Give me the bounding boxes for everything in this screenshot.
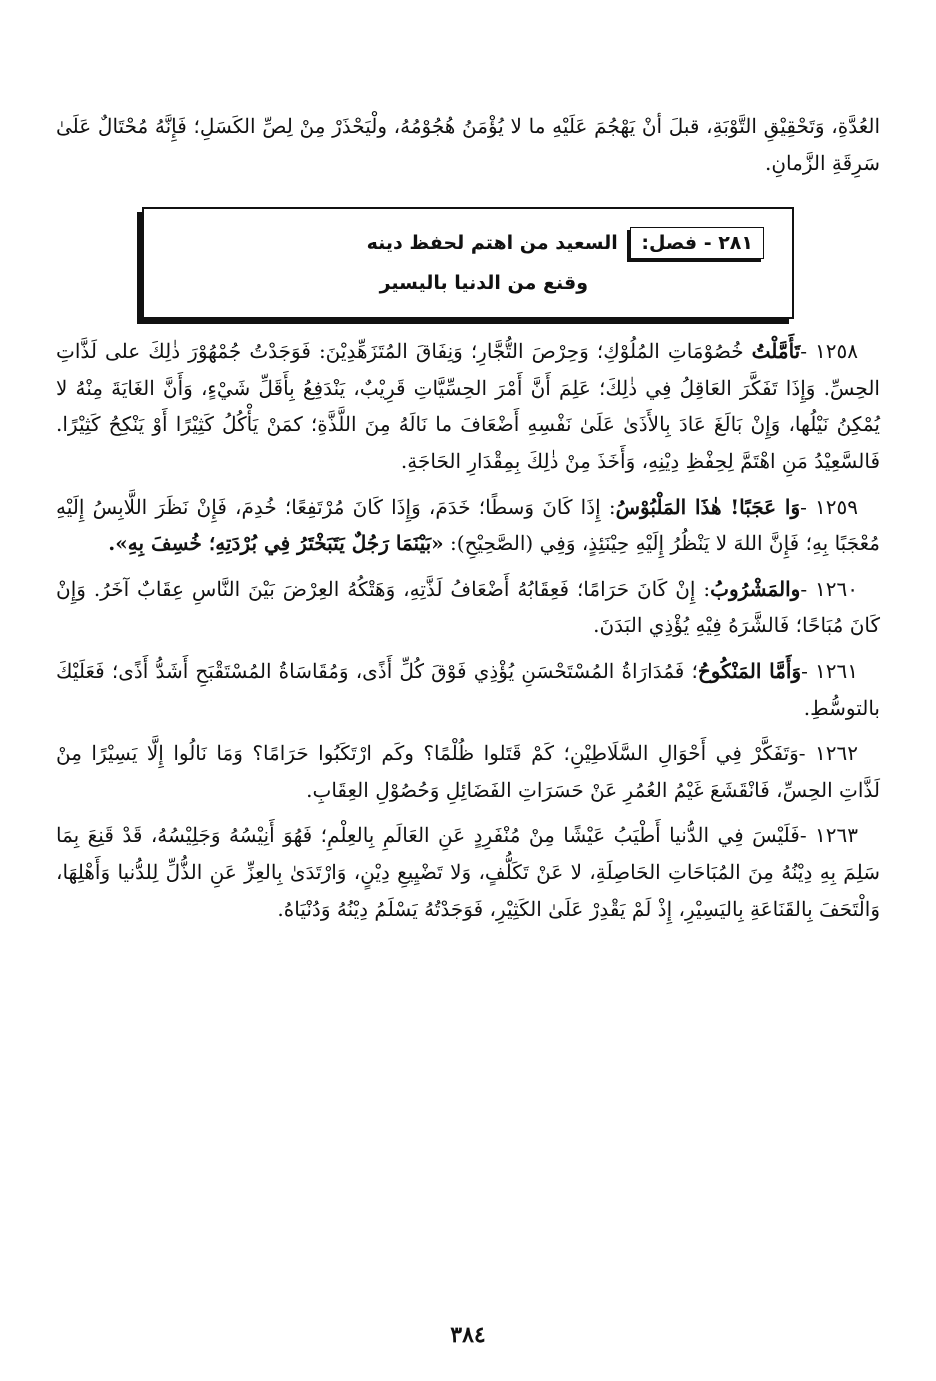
paragraph-text: فَلَيْسَ فِي الدُّنيا أَطْيَبُ عَيْشًا مِنْ مُنْفَرِدٍ عَنِ العَالَمِ بِالعِلْمِ؛ فَهُوَ أَنِيْسُهُ وَجَلِيْسُهُ، قَدْ قَنِعَ بِمَا سَلِمَ بِهِ دِيْنُهُ مِنَ المُبَاحَاتِ الحَاصِلَةِ، لا عَنْ تَكَلُّفٍ، وَلا تَضْيِيعِ دِيْنٍ، وَارْتَدَىٰ بِالعِزِّ عَنِ الذُّلِّ لِلدُّنيا وَأَهْلِهَا، وَالْتَحَفَ بِالقَنَاعَةِ بِاليَسِيْرِ، إِذْ لَمْ يَقْدِرْ عَلَىٰ الكَثِيْرِ، فَوَجَدْتُهُ يَسْلَمُ دِيْنُهُ وَدُنْيَاهُ.	[56, 823, 880, 921]
paragraph-text: وَتَفَكَّرْ فِي أَحْوَالِ السَّلَاطِيْنِ؛ كَمْ قَتَلوا ظُلْمًا؟ وكَم ارْتَكَبُوا حَرَامًا؟ وَمَا نَالُوا إِلَّا يَسِيْرًا مِنْ لَذَّاتِ الحِسِّ، فَانْقَشَعَ غَيْمُ العُمُرِ عَنْ حَسَرَاتِ الفَضَائِلِ وَحُصُوْلِ العِقَابِ.	[56, 741, 880, 802]
hadith-quote: «بَيْنَمَا رَجُلٌ يَتَبَخْتَرُ فِي بُرْدَتِهِ؛ خُسِفَ بِهِ».	[108, 531, 444, 556]
paragraph-text: خُصُوْمَاتِ المُلُوْكِ؛ وَحِرْصَ التُّجَّارِ؛ وَنِفَاقَ المُتَزَهِّدِيْنَ: فَوَجَدْتُ جُمْهُوْرَ ذٰلِكَ على لَذَّاتِ الحِسِّ. وَإِذَا تَفَكَّرَ العَاقِلُ فِي ذٰلِكَ؛ عَلِمَ أَنَّ أَمْرَ الحِسِّيَّاتِ قَرِيْبٌ، يَنْدَفِعُ بِأَقَلِّ شَيْءٍ، وَأَنَّ الغَايَةَ مِنْهُ لا يُمْكِنُ نَيْلُها، وَإِنْ بَالَغَ عَادَ بِالأَذَىٰ عَلَىٰ نَفْسِهِ أَضْعَافَ ما نَالَهُ مِنَ اللَّذَّةِ؛ كمَنْ يَأْكُلُ كَثِيْرًا أَوْ يَنْكِحُ كَثِيْرًا. فَالسَّعِيْدُ مَنِ اهْتَمَّ لِحِفْظِ دِيْنِهِ، وَأَخَذَ مِنْ ذٰلِكَ بِمِقْدَارِ الحَاجَةِ.	[56, 339, 880, 473]
paragraph-lead: وَأَمَّا المَنْكُوحُ	[697, 658, 802, 683]
page-body	[56, 108, 880, 927]
page-number: ٣٨٤	[450, 1322, 486, 1348]
section-heading	[172, 223, 764, 303]
paragraph-text: ؛ فَمُدَارَاةُ المُسْتَحْسَنِ يُؤْذِي فَوْقَ كُلِّ أَذًى، وَمُقَاسَاةُ المُسْتَقْبَحِ أَشَدُّ أَذًى؛ فَعَلَيْكَ بالتوسُّطِ.	[56, 658, 880, 720]
paragraph-lead: والمَشْرُوبُ	[710, 576, 801, 601]
paragraph-number: ١٢٦٢ -	[798, 741, 858, 766]
paragraph-1260	[56, 571, 880, 644]
paragraph-number: ١٢٥٨ -	[800, 339, 858, 364]
paragraph-number: ١٢٥٩ -	[800, 494, 858, 519]
paragraph-1261	[56, 653, 880, 726]
section-title-line2: وقنع من الدنيا باليسير	[379, 272, 588, 295]
intro-paragraph: العُدَّةِ، وَتَحْقِيْقِ التَّوْبَةِ، قبلَ أنْ يَهْجُمَ عَلَيْهِ ما لا يُؤْمَنُ هُجُوْمُهُ، ولْيَحْذَرْ مِنْ لِصِّ الكَسَلِ؛ فَإِنَّهُ مُحْتَالٌ عَلَىٰ سَرِقَةِ الزَّمانِ.	[56, 114, 880, 175]
paragraph-1263	[56, 817, 880, 927]
section-title-line1: السعيد من اهتم لحفظ دينه	[366, 232, 618, 255]
paragraph-1259	[56, 489, 880, 562]
section-heading-box	[142, 207, 794, 319]
paragraph-1258	[56, 333, 880, 479]
paragraph-1262	[56, 735, 880, 808]
paragraph-text: : إِذَا كَانَ وَسطًا؛ خَدَمَ، وَإِذَا كَانَ مُرْتَفِعًا؛ خُدِمَ، فَإِنْ نَظَرَ اللَّابِسُ إِلَيْهِ مُعْجَبًا بِهِ؛ فَإِنَّ اللهَ لا يَنْظُرُ إِلَيْهِ حِيْنَئِذٍ، وَفِي (الصَّحِيْحِ):	[56, 494, 880, 556]
section-label: ٢٨١ - فصل:	[630, 227, 764, 259]
paragraph-number: ١٢٦٣ -	[799, 823, 858, 848]
paragraph-number: ١٢٦٠ -	[800, 576, 858, 601]
paragraph-number: ١٢٦١ -	[801, 658, 858, 683]
paragraph-text: : إِنْ كَانَ حَرَامًا؛ فَعِقَابُهُ أَضْعَافُ لَذَّتِهِ، وَهَتْكُهُ العِرْضَ بَيْنَ النَّاسِ عِقَابٌ آخَرُ. وَإِنْ كَانَ مُبَاحًا؛ فَالشَّرَهُ فِيْهِ يُؤْذِي البَدَنَ.	[56, 576, 880, 638]
paragraph-lead: تَأَمَّلْتُ	[751, 339, 801, 364]
paragraph-lead: وَا عَجَبًا! هٰذَا المَلْبُوْسُ	[615, 494, 801, 519]
